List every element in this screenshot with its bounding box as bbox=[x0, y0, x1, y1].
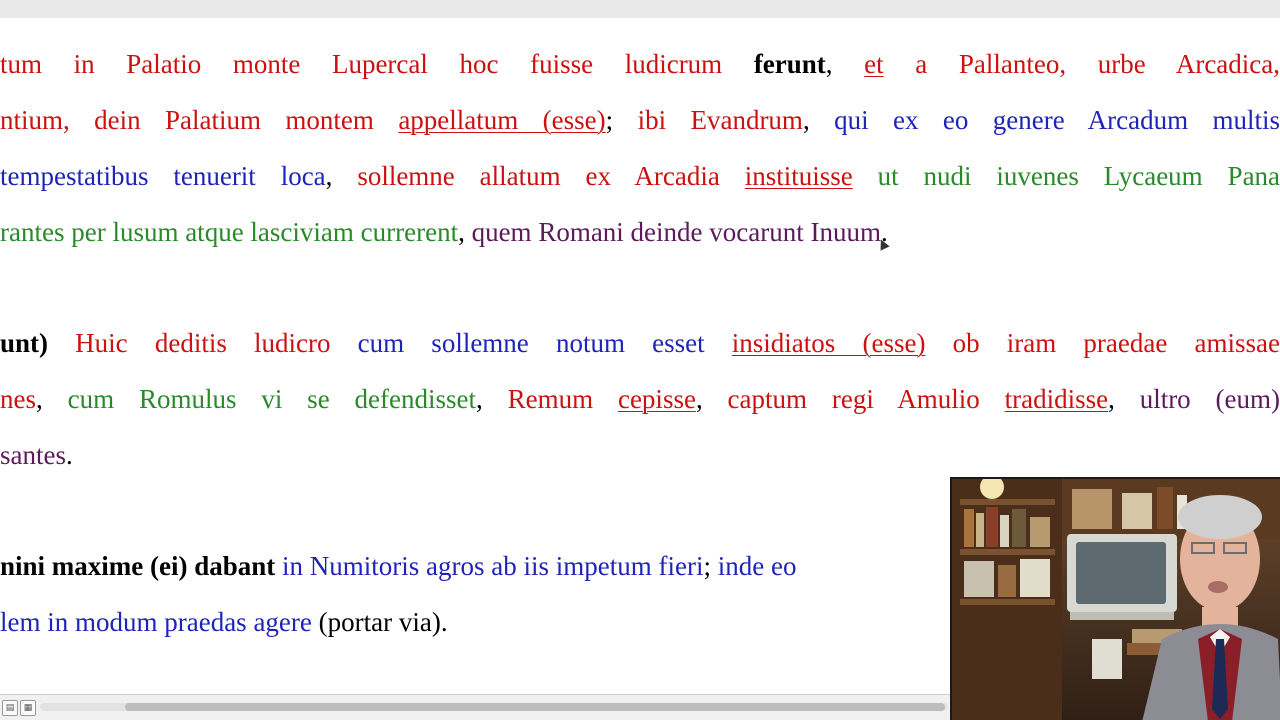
text-segment: tum in Palatio monte Lupercal hoc fuisse ludicrum bbox=[0, 49, 754, 79]
text-segment: instituisse bbox=[744, 161, 853, 191]
top-toolbar-strip bbox=[0, 0, 1280, 18]
text-segment: , bbox=[476, 384, 508, 414]
text-segment: ferunt bbox=[753, 49, 826, 79]
text-segment: et bbox=[864, 49, 884, 79]
text-segment: , bbox=[458, 217, 472, 247]
text-line bbox=[0, 381, 1280, 417]
text-segment: in Numitoris agros ab iis impetum fieri bbox=[275, 551, 704, 581]
text-segment: nini maxime (ei) dabant bbox=[0, 551, 276, 581]
text-segment: quem Romani deinde vocarunt Inuum bbox=[471, 217, 881, 247]
text-segment: unt) bbox=[0, 328, 49, 358]
text-segment: appellatum (esse) bbox=[398, 105, 606, 135]
text-segment: , bbox=[802, 105, 835, 135]
text-segment: ibi Evandrum bbox=[637, 105, 803, 135]
text-segment: , bbox=[695, 384, 728, 414]
webcam-video-overlay bbox=[950, 477, 1280, 720]
text-segment: , bbox=[325, 161, 358, 191]
presenter-video-icon bbox=[952, 479, 1280, 720]
view-toggle-icon[interactable]: ▤ bbox=[2, 700, 18, 716]
text-segment: inde eo bbox=[717, 551, 797, 581]
layout-icon[interactable]: ▦ bbox=[20, 700, 36, 716]
text-line bbox=[0, 46, 1280, 82]
text-segment: cepisse bbox=[617, 384, 696, 414]
text-segment: tradidisse bbox=[1004, 384, 1109, 414]
scrollbar-thumb[interactable] bbox=[125, 703, 945, 711]
text-segment: captum regi Amulio bbox=[727, 384, 1005, 414]
text-segment: ; bbox=[605, 105, 638, 135]
text-segment: ntium, dein Palatium montem bbox=[0, 105, 399, 135]
text-segment: a Pallanteo, urbe Arcadica, bbox=[883, 49, 1280, 79]
text-segment: ; bbox=[703, 551, 718, 581]
horizontal-scrollbar[interactable] bbox=[40, 703, 948, 711]
text-segment: ultro (eum) bbox=[1139, 384, 1280, 414]
text-segment: , bbox=[1108, 384, 1140, 414]
text-segment: lem in modum praedas agere bbox=[0, 607, 312, 637]
text-segment: Remum bbox=[507, 384, 618, 414]
text-segment: ut nudi iuvenes Lycaeum Pana bbox=[852, 161, 1280, 191]
text-segment: cum Romulus vi se defendisset bbox=[67, 384, 476, 414]
text-segment: . bbox=[65, 440, 73, 470]
text-segment: . bbox=[880, 217, 888, 247]
text-segment: ob iram praedae amissae bbox=[925, 328, 1280, 358]
text-line bbox=[0, 102, 1280, 138]
text-line bbox=[0, 214, 1280, 250]
text-segment: cum sollemne notum esset bbox=[357, 328, 705, 358]
text-segment: santes bbox=[0, 440, 66, 470]
text-segment: Huic deditis ludicro bbox=[48, 328, 358, 358]
text-segment: , bbox=[825, 49, 865, 79]
text-segment: nes bbox=[0, 384, 36, 414]
text-line bbox=[0, 437, 1280, 473]
text-line bbox=[0, 325, 1280, 361]
text-segment: , bbox=[36, 384, 68, 414]
text-segment: qui ex eo genere Arcadum multis bbox=[834, 105, 1280, 135]
text-segment bbox=[705, 328, 732, 358]
text-segment: (portar via). bbox=[311, 607, 448, 637]
text-line bbox=[0, 158, 1280, 194]
text-segment: sollemne allatum ex Arcadia bbox=[357, 161, 745, 191]
text-segment: insidiatos (esse) bbox=[731, 328, 926, 358]
text-segment: tempestatibus tenuerit loca bbox=[0, 161, 326, 191]
text-segment: rantes per lusum atque lasciviam currerent bbox=[0, 217, 459, 247]
